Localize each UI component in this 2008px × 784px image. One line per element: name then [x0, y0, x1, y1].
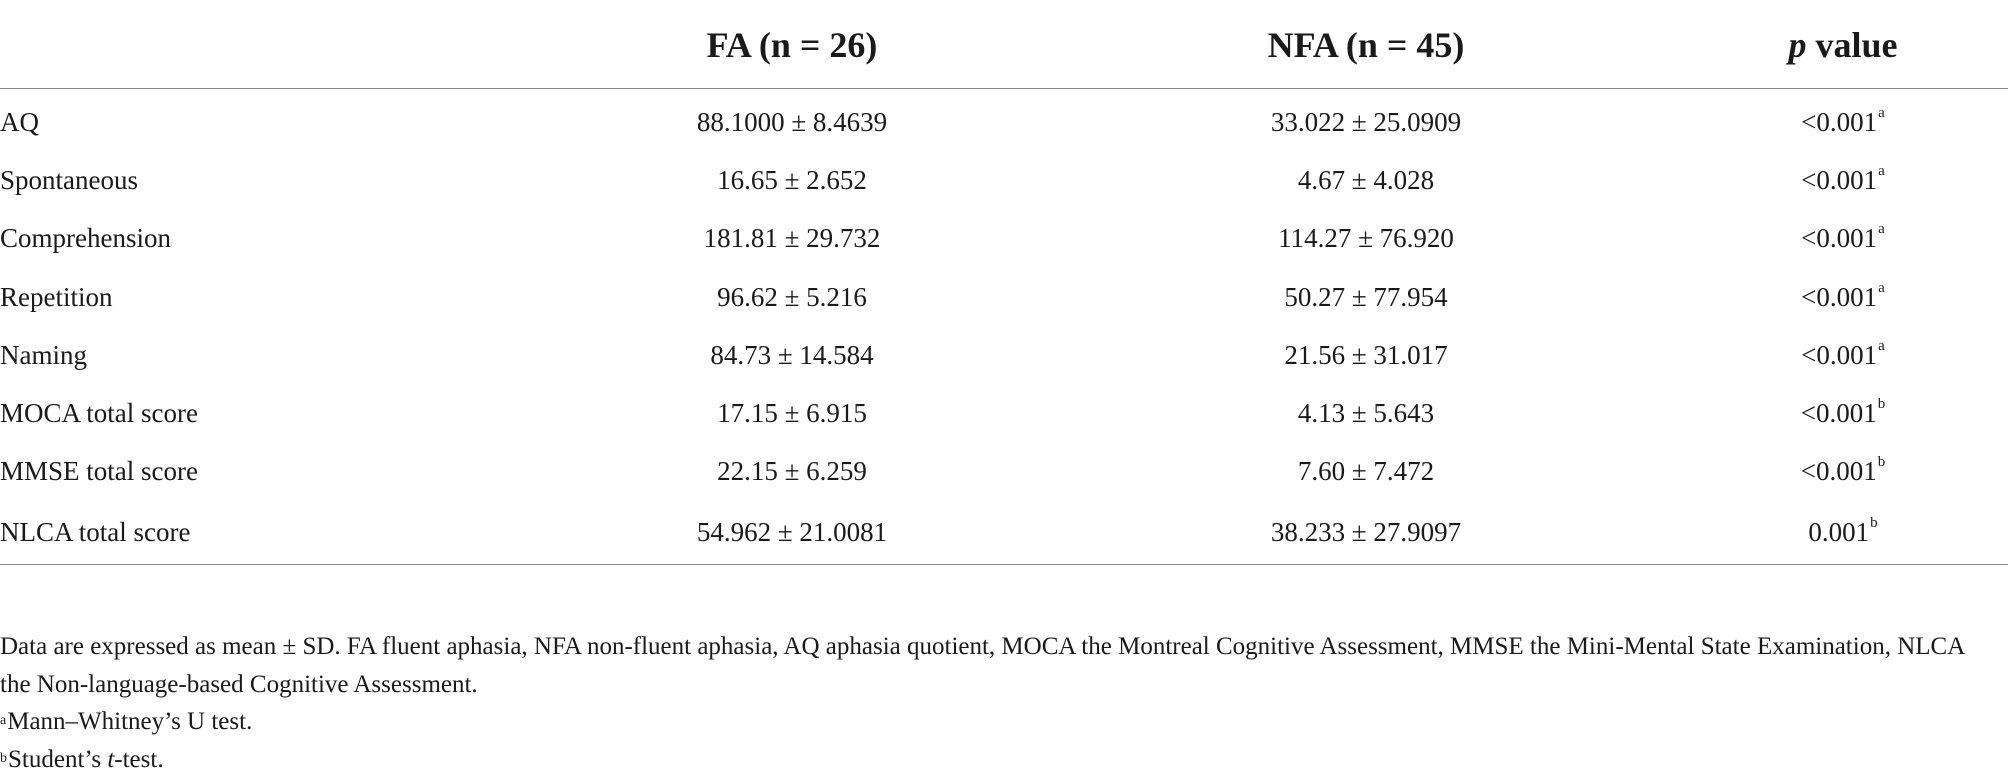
- table-row: [0, 501, 2008, 567]
- table-row: [0, 384, 2008, 442]
- cell-fa-value: 16.65 ± 2.652: [717, 164, 867, 195]
- cell-nfa-value: 21.56 ± 31.017: [1284, 339, 1448, 370]
- footnote-a-marker: a: [0, 713, 7, 728]
- table-bottom-rule: [0, 564, 2008, 565]
- header-p-rest: value: [1806, 25, 1898, 65]
- table-row: [0, 443, 2008, 501]
- row-label: NLCA total score: [0, 516, 191, 547]
- footnote-main: Data are expressed as mean ± SD. FA fluent aphasia, NFA non-fluent aphasia, AQ aphasia quotient, MOCA the Montreal Cognitive Assessment, MMSE the Mini-Mental State Examination, NLCA the Non-language-based Cognitive Assessment.: [0, 633, 1964, 698]
- cell-p-value: [1558, 443, 2008, 501]
- cell-p-value: [1558, 151, 2008, 209]
- cell-fa-value: 96.62 ± 5.216: [717, 281, 867, 312]
- footnote-b-marker: b: [0, 750, 7, 766]
- row-label: MOCA total score: [0, 398, 198, 429]
- header-row: [0, 0, 2008, 89]
- footnote-b-text-post: -test.: [114, 745, 164, 773]
- table-row: [0, 151, 2008, 209]
- p-value-text: <0.001: [1801, 164, 1878, 195]
- header-p-value: [1558, 0, 2008, 89]
- cell-nfa-value: 4.67 ± 4.028: [1297, 164, 1435, 195]
- p-value-footnote-marker: a: [1878, 162, 1885, 179]
- footnote-a-text: Mann–Whitney’s U test.: [7, 708, 253, 735]
- cell-fa-value: 17.15 ± 6.915: [717, 398, 867, 429]
- row-label: AQ: [0, 106, 39, 137]
- cell-nfa-value: 38.233 ± 27.9097: [1270, 516, 1462, 547]
- footnote-a: [0, 703, 2000, 741]
- header-fa: FA (n = 26): [530, 0, 954, 89]
- header-nfa: NFA (n = 45): [954, 0, 1558, 89]
- table-row: [0, 89, 2008, 152]
- cell-p-value: [1558, 501, 2008, 567]
- p-value-footnote-marker: b: [1870, 514, 1878, 531]
- cell-nfa-value: 33.022 ± 25.0909: [1270, 106, 1462, 137]
- cell-p-value: [1558, 268, 2008, 326]
- cell-fa-value: 88.1000 ± 8.4639: [696, 106, 888, 137]
- p-value-footnote-marker: a: [1878, 221, 1885, 238]
- cell-fa-value: 181.81 ± 29.732: [703, 223, 881, 254]
- header-p-italic: p: [1788, 25, 1807, 65]
- cell-p-value: [1558, 89, 2008, 152]
- p-value-text: 0.001: [1808, 516, 1870, 547]
- header-empty-cell: [0, 0, 530, 89]
- p-value-text: <0.001: [1800, 456, 1877, 487]
- p-value-text: <0.001: [1801, 106, 1878, 137]
- cell-nfa-value: 4.13 ± 5.643: [1297, 398, 1435, 429]
- cell-nfa-value: 7.60 ± 7.472: [1297, 456, 1435, 487]
- row-label: Repetition: [0, 281, 113, 312]
- cell-fa-value: 54.962 ± 21.0081: [696, 516, 888, 547]
- table-header: [0, 0, 2008, 89]
- row-label: Naming: [0, 339, 87, 370]
- p-value-footnote-marker: a: [1878, 337, 1885, 354]
- table-row: [0, 210, 2008, 268]
- p-value-text: <0.001: [1801, 281, 1878, 312]
- table-body: [0, 89, 2008, 568]
- cell-nfa-value: 50.27 ± 77.954: [1284, 281, 1448, 312]
- p-value-text: <0.001: [1800, 398, 1877, 429]
- p-value-footnote-marker: a: [1878, 104, 1885, 121]
- row-label: MMSE total score: [0, 456, 198, 487]
- footnote-b: [0, 741, 2000, 779]
- p-value-text: <0.001: [1801, 223, 1878, 254]
- row-label: Comprehension: [0, 223, 171, 254]
- p-value-text: <0.001: [1801, 339, 1878, 370]
- cell-p-value: [1558, 326, 2008, 384]
- cell-fa-value: 84.73 ± 14.584: [710, 339, 874, 370]
- table-row: [0, 268, 2008, 326]
- p-value-footnote-marker: b: [1877, 396, 1886, 413]
- table-footnotes: [0, 628, 2000, 778]
- cell-fa-value: 22.15 ± 6.259: [717, 456, 867, 487]
- p-value-footnote-marker: b: [1877, 454, 1886, 471]
- cell-nfa-value: 114.27 ± 76.920: [1278, 223, 1454, 254]
- footnote-b-text-pre: Student’s: [8, 745, 108, 773]
- row-label: Spontaneous: [0, 164, 138, 195]
- table-row: [0, 326, 2008, 384]
- p-value-footnote-marker: a: [1878, 279, 1885, 296]
- cell-p-value: [1558, 384, 2008, 442]
- cell-p-value: [1558, 210, 2008, 268]
- footnote-b-text-italic: t: [107, 745, 115, 773]
